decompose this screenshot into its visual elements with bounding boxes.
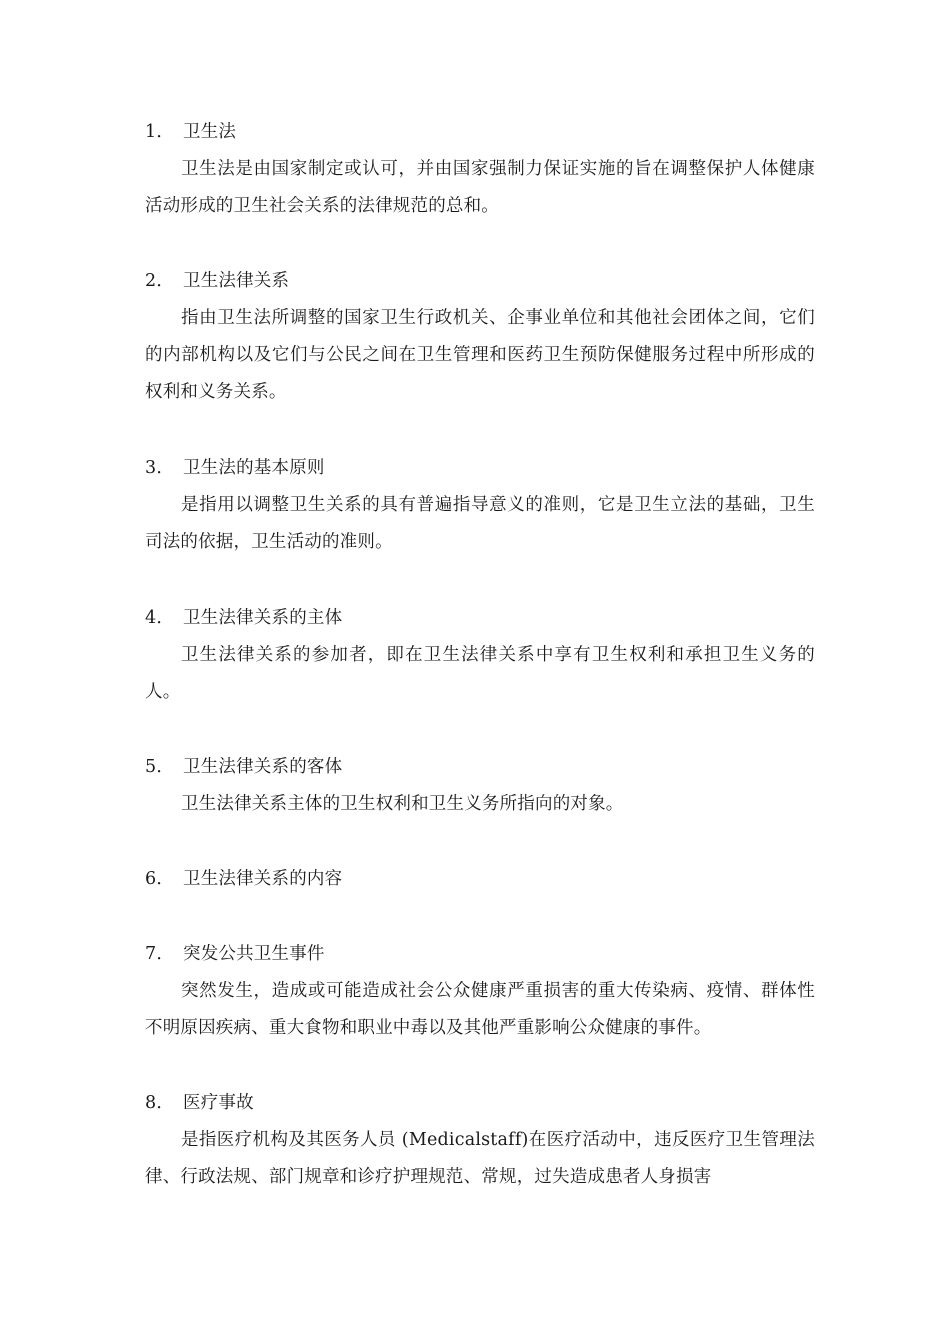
term-entry-2: [145, 263, 815, 411]
term-definition: 卫生法律关系的参加者，即在卫生法律关系中享有卫生权利和承担卫生义务的人。: [145, 645, 815, 702]
term-number: 4．: [145, 608, 175, 628]
term-title: 卫生法的基本原则: [183, 458, 325, 478]
term-title: 医疗事故: [183, 1093, 254, 1113]
term-entry-4: [145, 600, 815, 711]
term-definition: 卫生法是由国家制定或认可，并由国家强制力保证实施的旨在调整保护人体健康活动形成的卫生社会关系的法律规范的总和。: [145, 159, 815, 216]
term-definition: 是指用以调整卫生关系的具有普遍指导意义的准则，它是卫生立法的基础，卫生司法的依据，卫生活动的准则。: [145, 495, 815, 552]
term-heading: [145, 936, 815, 973]
term-title: 卫生法律关系: [183, 271, 290, 291]
term-heading: [145, 600, 815, 637]
term-number: 5．: [145, 757, 175, 777]
term-title: 卫生法律关系的内容: [183, 869, 343, 889]
term-entry-8: [145, 1085, 815, 1196]
term-definition: 指由卫生法所调整的国家卫生行政机关、企事业单位和其他社会团体之间，它们的内部机构以及它们与公民之间在卫生管理和医药卫生预防保健服务过程中所形成的权利和义务关系。: [145, 308, 815, 402]
term-entry-3: [145, 450, 815, 561]
term-entry-5: [145, 749, 815, 823]
term-definition: 是指医疗机构及其医务人员 (Medicalstaff)在医疗活动中，违反医疗卫生管理法律、行政法规、部门规章和诊疗护理规范、常规，过失造成患者人身损害: [145, 1130, 815, 1187]
term-heading: [145, 749, 815, 786]
term-heading: [145, 1085, 815, 1122]
term-title: 卫生法律关系的客体: [183, 757, 343, 777]
term-entry-6: [145, 861, 815, 898]
term-entry-1: [145, 114, 815, 225]
term-number: 1．: [145, 122, 175, 142]
term-title: 突发公共卫生事件: [183, 944, 325, 964]
term-entry-7: [145, 936, 815, 1047]
term-title: 卫生法: [183, 122, 237, 142]
term-heading: [145, 861, 815, 898]
term-number: 8．: [145, 1093, 175, 1113]
term-definition: 突然发生，造成或可能造成社会公众健康严重损害的重大传染病、疫情、群体性不明原因疾病、重大食物和职业中毒以及其他严重影响公众健康的事件。: [145, 981, 815, 1038]
term-heading: [145, 263, 815, 300]
term-number: 7．: [145, 944, 175, 964]
term-title: 卫生法律关系的主体: [183, 608, 343, 628]
term-number: 3．: [145, 458, 175, 478]
term-number: 2．: [145, 271, 175, 291]
term-number: 6．: [145, 869, 175, 889]
term-heading: [145, 450, 815, 487]
term-definition: 卫生法律关系主体的卫生权利和卫生义务所指向的对象。: [181, 794, 624, 814]
term-heading: [145, 114, 815, 151]
